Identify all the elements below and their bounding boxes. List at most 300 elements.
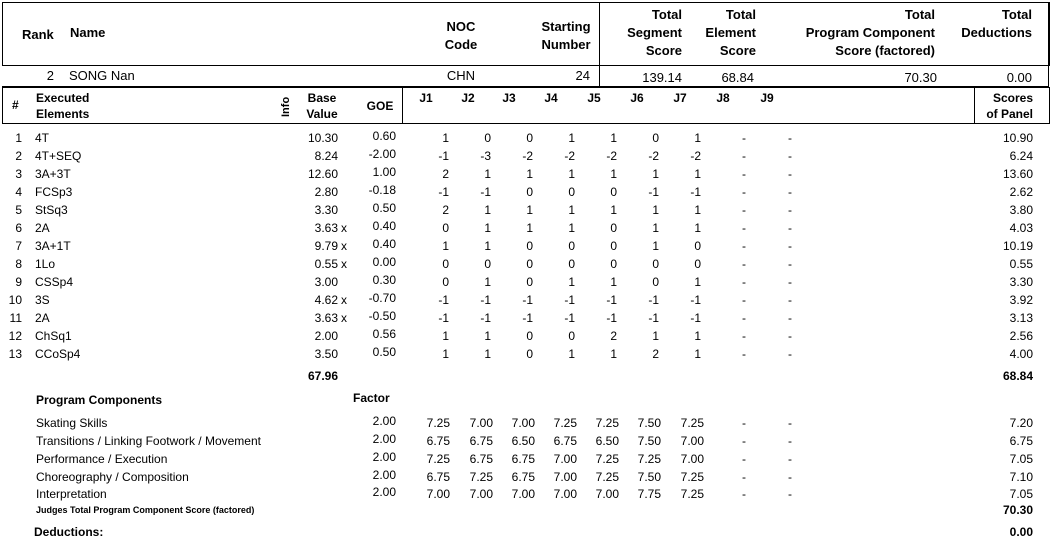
judge-header-5: J5 — [587, 91, 601, 105]
pc-name: Skating Skills — [36, 416, 108, 430]
skater-pcs: 70.30 — [904, 70, 937, 85]
element-judge-score: 0 — [484, 131, 491, 145]
element-panel-score: 2.56 — [1009, 329, 1033, 343]
element-judge-score: 0 — [610, 221, 617, 235]
element-judge-score: - — [788, 149, 792, 163]
element-judge-score: 0 — [610, 257, 617, 271]
element-judge-score: 0 — [526, 347, 533, 361]
elem-hdr-sop-2: of Panel — [986, 107, 1033, 121]
header-tss-1: Total — [651, 7, 682, 22]
element-judge-score: 2 — [442, 203, 449, 217]
element-judge-score: -1 — [690, 311, 701, 325]
element-number: 7 — [15, 239, 22, 253]
element-judge-score: 0 — [526, 257, 533, 271]
header-ded-2: Deductions — [961, 25, 1032, 40]
pc-judge-score: 7.25 — [426, 416, 450, 430]
element-name: 4T — [35, 131, 50, 145]
element-judge-score: - — [742, 221, 746, 235]
element-judge-score: 0 — [526, 131, 533, 145]
element-judge-score: 1 — [526, 221, 533, 235]
pc-judge-score: 7.00 — [553, 487, 577, 501]
element-judge-score: 0 — [694, 257, 701, 271]
pc-factor: 2.00 — [372, 414, 396, 428]
pc-judge-score: 6.75 — [426, 434, 450, 448]
element-judge-score: 1 — [610, 275, 617, 289]
pc-judge-score: 7.25 — [680, 487, 704, 501]
element-judge-score: - — [788, 203, 792, 217]
element-base-value: 0.55 — [314, 257, 338, 271]
element-judge-score: - — [788, 185, 792, 199]
element-judge-score: 1 — [652, 239, 659, 253]
element-number: 12 — [8, 329, 22, 343]
element-judge-score: -1 — [522, 293, 533, 307]
element-judge-score: 1 — [610, 347, 617, 361]
pc-judge-score: - — [788, 487, 792, 501]
element-judge-score: 1 — [526, 203, 533, 217]
element-goe: 0.30 — [372, 273, 396, 287]
element-bonus-mark: x — [341, 293, 347, 307]
pc-panel-score: 7.05 — [1009, 452, 1033, 466]
pc-judge-score: 7.00 — [469, 416, 493, 430]
pc-judge-score: 6.75 — [426, 470, 450, 484]
element-base-value: 2.80 — [314, 185, 338, 199]
pc-judges-total-label: Judges Total Program Component Score (factored) — [36, 505, 255, 515]
header-tss-2: Segment — [627, 25, 682, 40]
element-name: ChSq1 — [35, 329, 72, 343]
element-judge-score: 1 — [442, 239, 449, 253]
element-base-value: 3.63 — [314, 221, 338, 235]
element-judge-score: 1 — [568, 275, 575, 289]
pc-judge-score: 7.00 — [680, 434, 704, 448]
element-judge-score: 0 — [610, 239, 617, 253]
element-number: 6 — [15, 221, 22, 235]
element-panel-score: 0.55 — [1009, 257, 1033, 271]
element-number: 11 — [9, 311, 22, 325]
element-judge-score: -2 — [648, 149, 659, 163]
pc-judge-score: 7.25 — [426, 452, 450, 466]
skater-tes: 68.84 — [721, 70, 754, 85]
header-start-1: Starting — [541, 19, 591, 34]
pc-judge-score: 7.00 — [511, 416, 535, 430]
element-judge-score: 0 — [442, 221, 449, 235]
element-panel-score: 3.30 — [1009, 275, 1033, 289]
element-judge-score: 1 — [694, 329, 701, 343]
element-number: 4 — [15, 185, 22, 199]
element-judge-score: -1 — [522, 311, 533, 325]
element-name: CCoSp4 — [35, 347, 81, 361]
skater-tss: 139.14 — [642, 70, 682, 85]
element-judge-score: -1 — [690, 185, 701, 199]
elem-hdr-base-1: Base — [307, 91, 337, 105]
element-name: 1Lo — [35, 257, 56, 271]
element-goe: -0.18 — [368, 183, 396, 197]
header-noc-2: Code — [444, 37, 478, 52]
element-judge-score: -2 — [522, 149, 533, 163]
pc-judge-score: 7.00 — [511, 487, 535, 501]
element-number: 8 — [15, 257, 22, 271]
skater-noc: CHN — [446, 68, 476, 83]
element-judge-score: 2 — [442, 167, 449, 181]
pc-judge-score: - — [788, 434, 792, 448]
pc-judge-score: 7.00 — [469, 487, 493, 501]
element-judge-score: 0 — [652, 275, 659, 289]
pc-judge-score: 6.75 — [469, 434, 493, 448]
element-panel-score: 3.80 — [1009, 203, 1033, 217]
element-judge-score: - — [742, 203, 746, 217]
element-judge-score: 2 — [610, 329, 617, 343]
elem-hdr-exec-1: Executed — [36, 91, 90, 105]
elem-hdr-base-2: Value — [306, 107, 338, 121]
element-number: 9 — [15, 275, 22, 289]
header-rank: Rank — [22, 27, 54, 42]
elements-header-left-divider — [402, 87, 403, 124]
element-bonus-mark: x — [341, 239, 347, 253]
pc-factor: 2.00 — [372, 432, 396, 446]
element-judge-score: - — [742, 311, 746, 325]
element-goe: 1.00 — [372, 165, 396, 179]
pc-judge-score: 7.25 — [680, 470, 704, 484]
judge-header-3: J3 — [502, 91, 516, 105]
element-judge-score: -1 — [480, 185, 491, 199]
element-judge-score: -1 — [606, 293, 617, 307]
pc-judge-score: 6.75 — [469, 452, 493, 466]
element-number: 13 — [8, 347, 22, 361]
skater-name: SONG Nan — [69, 68, 135, 83]
element-judge-score: 1 — [568, 221, 575, 235]
element-judge-score: 1 — [652, 221, 659, 235]
element-base-value: 8.24 — [314, 149, 338, 163]
pc-judge-score: 7.25 — [469, 470, 493, 484]
pc-judge-score: 7.50 — [637, 416, 661, 430]
pc-judge-score: 7.25 — [595, 470, 619, 484]
element-judge-score: - — [742, 329, 746, 343]
pc-judge-score: 6.50 — [595, 434, 619, 448]
element-judge-score: 1 — [694, 131, 701, 145]
element-panel-score: 10.19 — [1002, 239, 1033, 253]
pc-judge-score: 7.00 — [553, 470, 577, 484]
element-judge-score: 0 — [694, 239, 701, 253]
element-judge-score: 0 — [568, 185, 575, 199]
element-judge-score: - — [742, 257, 746, 271]
deductions-value: 0.00 — [1009, 525, 1033, 539]
judge-header-2: J2 — [461, 91, 475, 105]
element-judge-score: 1 — [652, 329, 659, 343]
pc-factor: 2.00 — [372, 485, 396, 499]
element-panel-score: 4.03 — [1009, 221, 1033, 235]
element-judge-score: - — [788, 257, 792, 271]
element-judge-score: - — [742, 167, 746, 181]
element-judge-score: -1 — [564, 293, 575, 307]
element-bonus-mark: x — [341, 257, 347, 271]
element-judge-score: -1 — [438, 149, 449, 163]
skater-start: 24 — [575, 68, 590, 83]
header-start-2: Number — [541, 37, 591, 52]
element-base-value: 3.63 — [314, 311, 338, 325]
element-judge-score: - — [788, 275, 792, 289]
pc-judge-score: - — [742, 434, 746, 448]
element-base-value: 3.50 — [314, 347, 338, 361]
pc-judge-score: 6.75 — [511, 470, 535, 484]
element-judge-score: - — [742, 347, 746, 361]
pc-name: Performance / Execution — [36, 452, 168, 466]
element-judge-score: 1 — [694, 203, 701, 217]
element-judge-score: 1 — [484, 275, 491, 289]
judge-header-8: J8 — [716, 91, 730, 105]
element-judge-score: 1 — [652, 203, 659, 217]
element-judge-score: 0 — [526, 329, 533, 343]
pc-name: Transitions / Linking Footwork / Movement — [36, 434, 261, 448]
element-judge-score: 1 — [610, 203, 617, 217]
element-judge-score: 0 — [652, 131, 659, 145]
element-judge-score: 1 — [442, 329, 449, 343]
judge-header-7: J7 — [673, 91, 687, 105]
element-judge-score: 0 — [526, 185, 533, 199]
header-tes-3: Score — [719, 43, 756, 58]
pc-factor: 2.00 — [372, 468, 396, 482]
header-ded-1: Total — [1001, 7, 1032, 22]
header-tes-1: Total — [725, 7, 756, 22]
element-number: 10 — [8, 293, 22, 307]
element-judge-score: 1 — [442, 131, 449, 145]
element-judge-score: 1 — [484, 221, 491, 235]
element-judge-score: -2 — [564, 149, 575, 163]
element-judge-score: 1 — [526, 167, 533, 181]
pc-judge-score: 7.00 — [426, 487, 450, 501]
header-tes-2: Element — [705, 25, 756, 40]
pc-name: Choreography / Composition — [36, 470, 189, 484]
element-judge-score: 0 — [526, 275, 533, 289]
element-judge-score: 0 — [526, 239, 533, 253]
element-judge-score: 1 — [442, 347, 449, 361]
element-judge-score: 1 — [652, 167, 659, 181]
element-judge-score: 1 — [484, 329, 491, 343]
element-judge-score: 1 — [568, 347, 575, 361]
element-judge-score: - — [788, 329, 792, 343]
element-base-value: 3.00 — [314, 275, 338, 289]
element-name: CSSp4 — [35, 275, 74, 289]
element-judge-score: 0 — [568, 329, 575, 343]
judge-header-1: J1 — [419, 91, 433, 105]
element-judge-score: -2 — [606, 149, 617, 163]
element-judge-score: 1 — [568, 131, 575, 145]
element-judge-score: -1 — [606, 311, 617, 325]
element-judge-score: - — [788, 347, 792, 361]
element-judge-score: -1 — [438, 185, 449, 199]
element-panel-score: 4.00 — [1009, 347, 1033, 361]
element-base-value: 2.00 — [314, 329, 338, 343]
header-pcs-3: Score (factored) — [835, 43, 935, 58]
pc-judges-total: 70.30 — [1002, 503, 1033, 517]
pc-panel-score: 7.10 — [1009, 470, 1033, 484]
pc-name: Interpretation — [36, 487, 107, 501]
element-goe: 0.50 — [372, 201, 396, 215]
pc-panel-score: 6.75 — [1009, 434, 1033, 448]
header-divider-2 — [1048, 2, 1049, 86]
pc-judge-score: - — [742, 487, 746, 501]
element-judge-score: 0 — [652, 257, 659, 271]
pc-judge-score: 7.50 — [637, 470, 661, 484]
element-judge-score: - — [742, 239, 746, 253]
header-name: Name — [70, 25, 106, 40]
element-base-value: 10.30 — [307, 131, 338, 145]
element-goe: 0.40 — [372, 219, 396, 233]
pc-factor-label: Factor — [353, 391, 390, 405]
element-judge-score: -1 — [564, 311, 575, 325]
element-number: 3 — [15, 167, 22, 181]
element-judge-score: 1 — [484, 203, 491, 217]
pc-judge-score: 7.75 — [637, 487, 661, 501]
pc-judge-score: 7.50 — [637, 434, 661, 448]
element-judge-score: -1 — [690, 293, 701, 307]
element-name: FCSp3 — [35, 185, 73, 199]
elem-hdr-num: # — [12, 98, 19, 112]
pc-judge-score: - — [742, 470, 746, 484]
element-judge-score: 1 — [694, 221, 701, 235]
element-judge-score: - — [742, 149, 746, 163]
element-judge-score: 1 — [568, 167, 575, 181]
element-judge-score: 0 — [568, 257, 575, 271]
element-judge-score: 0 — [442, 275, 449, 289]
pc-judge-score: 7.25 — [595, 416, 619, 430]
header-tss-3: Score — [645, 43, 682, 58]
element-panel-score: 3.92 — [1009, 293, 1033, 307]
skater-ded: 0.00 — [1006, 70, 1032, 85]
element-judge-score: - — [788, 131, 792, 145]
element-goe: 0.60 — [372, 129, 396, 143]
element-goe: 0.56 — [372, 327, 396, 341]
element-judge-score: 1 — [484, 347, 491, 361]
element-name: 2A — [35, 311, 50, 325]
pc-panel-score: 7.05 — [1009, 487, 1033, 501]
pc-judge-score: - — [742, 416, 746, 430]
element-name: 3S — [35, 293, 50, 307]
element-judge-score: -3 — [480, 149, 491, 163]
elem-hdr-sop-1: Scores — [992, 91, 1033, 105]
pc-judge-score: 6.75 — [511, 452, 535, 466]
element-bonus-mark: x — [341, 311, 347, 325]
elements-base-total: 67.96 — [307, 369, 338, 383]
element-judge-score: - — [788, 221, 792, 235]
header-pcs-2: Program Component — [805, 25, 935, 40]
element-judge-score: - — [788, 239, 792, 253]
element-judge-score: 0 — [610, 185, 617, 199]
pc-judge-score: 6.75 — [553, 434, 577, 448]
element-panel-score: 3.13 — [1009, 311, 1033, 325]
element-judge-score: 1 — [694, 347, 701, 361]
element-bonus-mark: x — [341, 221, 347, 235]
element-judge-score: -1 — [648, 293, 659, 307]
pc-judge-score: 7.25 — [553, 416, 577, 430]
elements-header-box — [2, 87, 1050, 124]
element-judge-score: 0 — [568, 239, 575, 253]
pc-panel-score: 7.20 — [1009, 416, 1033, 430]
element-number: 2 — [15, 149, 22, 163]
element-name: 3A+3T — [35, 167, 71, 181]
pc-judge-score: - — [788, 452, 792, 466]
elements-panel-total: 68.84 — [1002, 369, 1033, 383]
element-judge-score: -1 — [438, 293, 449, 307]
judge-header-9: J9 — [760, 91, 774, 105]
element-judge-score: 0 — [442, 257, 449, 271]
judge-header-4: J4 — [544, 91, 558, 105]
skater-rank: 2 — [46, 68, 54, 83]
pc-title: Program Components — [36, 393, 163, 407]
element-name: 4T+SEQ — [35, 149, 82, 163]
pc-judge-score: 7.00 — [680, 452, 704, 466]
element-panel-score: 2.62 — [1009, 185, 1033, 199]
elem-hdr-exec-2: Elements — [36, 107, 90, 121]
element-goe: -0.70 — [368, 291, 396, 305]
element-judge-score: 1 — [610, 131, 617, 145]
element-panel-score: 13.60 — [1002, 167, 1033, 181]
elem-hdr-info: Info — [280, 96, 292, 117]
element-judge-score: -1 — [480, 311, 491, 325]
pc-judge-score: - — [788, 470, 792, 484]
element-base-value: 9.79 — [314, 239, 338, 253]
element-name: 2A — [35, 221, 50, 235]
element-judge-score: - — [788, 293, 792, 307]
pc-judge-score: 6.50 — [511, 434, 535, 448]
element-judge-score: - — [742, 275, 746, 289]
pc-judge-score: 7.25 — [595, 452, 619, 466]
element-judge-score: 1 — [610, 167, 617, 181]
element-judge-score: 1 — [484, 239, 491, 253]
judge-header-6: J6 — [630, 91, 644, 105]
element-panel-score: 10.90 — [1002, 131, 1033, 145]
element-judge-score: 1 — [694, 275, 701, 289]
element-goe: 0.50 — [372, 345, 396, 359]
element-judge-score: - — [742, 131, 746, 145]
pc-factor: 2.00 — [372, 450, 396, 464]
element-judge-score: 2 — [652, 347, 659, 361]
element-judge-score: - — [742, 185, 746, 199]
header-pcs-1: Total — [904, 7, 935, 22]
element-judge-score: 1 — [694, 167, 701, 181]
element-judge-score: -1 — [648, 311, 659, 325]
pc-judge-score: - — [788, 416, 792, 430]
pc-judge-score: 7.00 — [553, 452, 577, 466]
element-judge-score: 1 — [568, 203, 575, 217]
pc-judge-score: 7.25 — [637, 452, 661, 466]
element-name: 3A+1T — [35, 239, 71, 253]
element-judge-score: - — [788, 167, 792, 181]
element-number: 1 — [15, 131, 22, 145]
element-judge-score: -2 — [690, 149, 701, 163]
element-judge-score: -1 — [648, 185, 659, 199]
header-noc-1: NOC — [446, 19, 476, 34]
pc-judge-score: - — [742, 452, 746, 466]
element-judge-score: -1 — [438, 311, 449, 325]
pc-judge-score: 7.25 — [680, 416, 704, 430]
element-judge-score: 1 — [484, 167, 491, 181]
element-judge-score: - — [742, 293, 746, 307]
element-name: StSq3 — [35, 203, 68, 217]
element-goe: 0.00 — [372, 255, 396, 269]
element-judge-score: -1 — [480, 293, 491, 307]
element-goe: 0.40 — [372, 237, 396, 251]
deductions-label: Deductions: — [34, 525, 104, 539]
element-number: 5 — [15, 203, 22, 217]
element-base-value: 3.30 — [314, 203, 338, 217]
element-panel-score: 6.24 — [1009, 149, 1033, 163]
element-goe: -2.00 — [368, 147, 396, 161]
element-judge-score: - — [788, 311, 792, 325]
element-judge-score: 0 — [484, 257, 491, 271]
element-base-value: 4.62 — [314, 293, 338, 307]
element-base-value: 12.60 — [307, 167, 338, 181]
elem-hdr-goe: GOE — [366, 99, 394, 113]
element-goe: -0.50 — [368, 309, 396, 323]
